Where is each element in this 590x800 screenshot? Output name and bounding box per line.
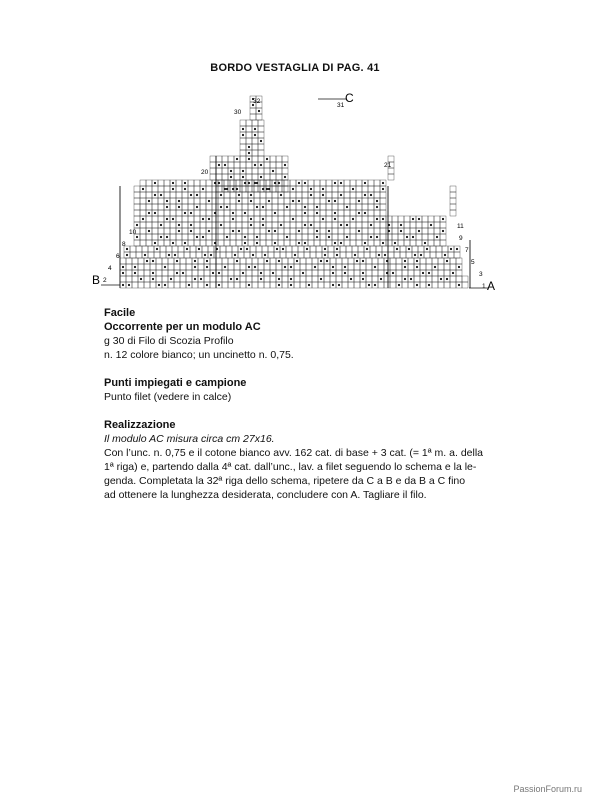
instructions-section (104, 418, 504, 502)
instructions-line: Con l’unc. n. 0,75 e il cotone bianco avv. 162 cat. di base + 3 cat. (= 1ª m. a. della (104, 447, 483, 459)
row-number-left: 20 (201, 169, 209, 176)
row-number-left: 8 (122, 241, 126, 248)
marker-c-label: C (345, 91, 354, 105)
marker-a-label: A (487, 279, 496, 293)
row-number-right: 21 (384, 162, 392, 169)
filet-chart (90, 90, 500, 300)
row-number-left: 10 (129, 229, 137, 236)
row-number-right: 7 (465, 247, 469, 254)
row-number-left: 2 (103, 277, 107, 284)
instructions-line: 1ª riga) e, partendo dalla 4ª cat. dall’unc., lav. a filet seguendo lo schema e la le- (104, 461, 477, 473)
stitches-line: Punto filet (vedere in calce) (104, 391, 232, 403)
materials-heading: Occorrente per un modulo AC (104, 321, 261, 333)
row-number-left: 32 (253, 98, 261, 105)
row-number-right: 11 (457, 223, 464, 230)
instructions-line: genda. Completata la 32ª riga dello schema, ripetere da C a B e da B a C fino (104, 475, 466, 487)
instructions-line: ad ottenere la lunghezza desiderata, concludere con A. Tagliare il filo. (104, 489, 427, 501)
stitches-heading: Punti impiegati e campione (104, 377, 247, 389)
instructions-heading: Realizzazione (104, 419, 176, 431)
watermark: PassionForum.ru (513, 784, 582, 794)
difficulty-label: Facile (104, 307, 136, 319)
row-number-right: 9 (459, 235, 463, 242)
page-title: BORDO VESTAGLIA DI PAG. 41 (210, 62, 380, 74)
materials-line: g 30 di Filo di Scozia Profilo (104, 335, 234, 347)
row-number-left: 6 (116, 253, 120, 260)
row-number-right: 31 (337, 102, 345, 109)
materials-line: n. 12 colore bianco; un uncinetto n. 0,75. (104, 349, 294, 361)
row-number-right: 3 (479, 271, 483, 278)
row-number-left: 4 (108, 265, 112, 272)
row-number-right: 1 (482, 283, 486, 290)
instructions-size: Il modulo AC misura circa cm 27x16. (104, 433, 275, 445)
difficulty-section (104, 306, 504, 362)
row-number-right: 5 (471, 259, 475, 266)
row-number-left: 30 (234, 109, 242, 116)
stitches-section (104, 376, 504, 404)
marker-b-label: B (92, 273, 101, 287)
